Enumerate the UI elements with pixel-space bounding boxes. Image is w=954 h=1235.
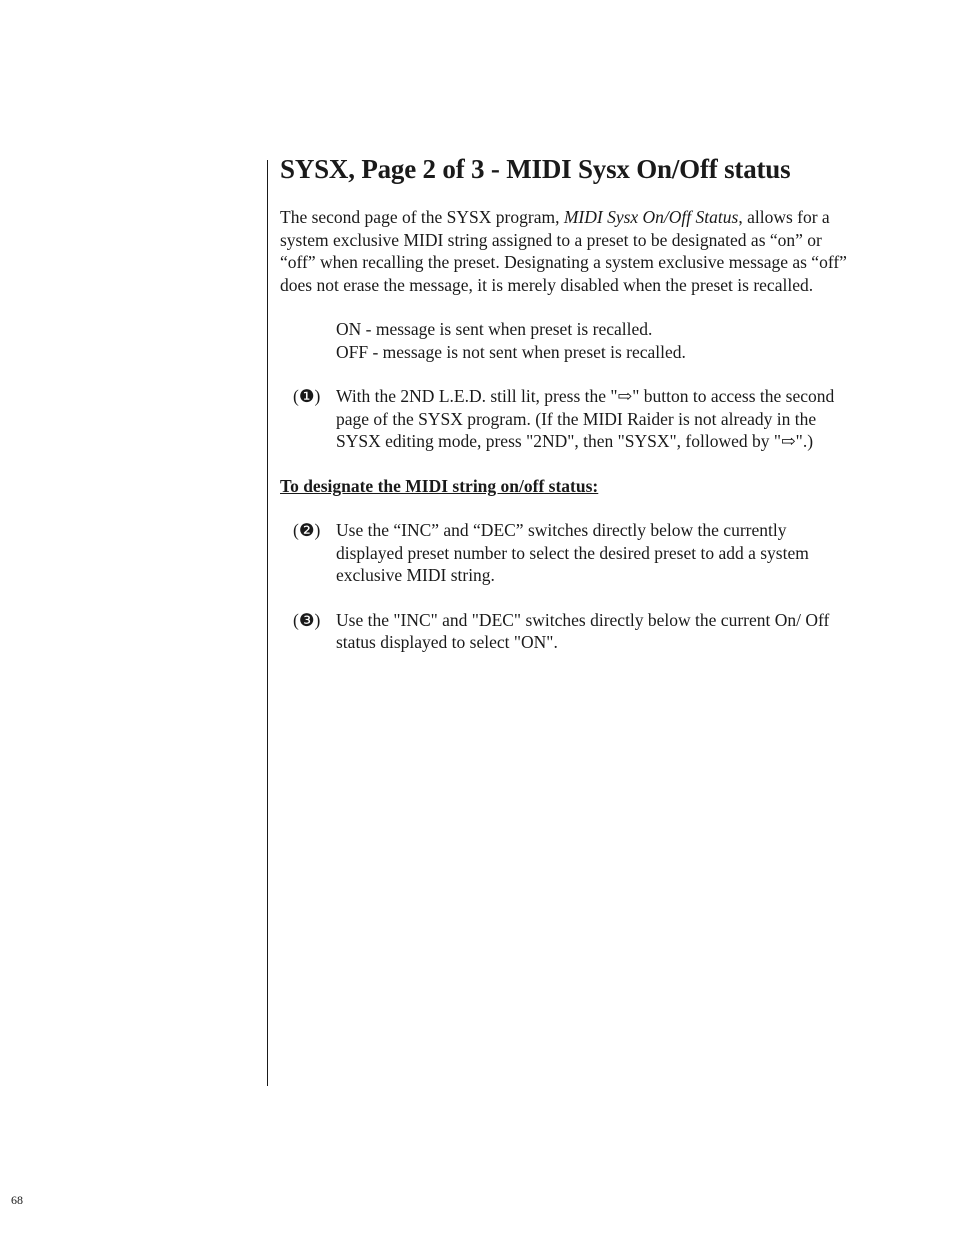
option-off: OFF - message is not sent when preset is recalled. (336, 341, 686, 362)
step-2-text: Use the “INC” and “DEC” switches directly below the currently displayed preset number to select the desired preset to add a system exclusive MIDI string. (336, 520, 809, 585)
section-subheading: To designate the MIDI string on/off status: (280, 475, 599, 496)
page-content (280, 152, 850, 654)
step-2 (280, 519, 850, 587)
step-1 (280, 385, 850, 453)
status-options (280, 318, 850, 363)
step-2-marker: (❷) (293, 520, 321, 540)
step-3-marker: (❸) (293, 609, 321, 630)
intro-italic-term: MIDI Sysx On/Off Status (563, 207, 739, 227)
intro-text-start: The second page of the SYSX program, (280, 207, 564, 227)
step-1-text: With the 2ND L.E.D. still lit, press the "⇨" button to access the second page of the SYSX program. (If the MIDI Raider is not already in the SYSX editing mode, press "2ND", then "SYSX", followed by "⇨".) (336, 386, 835, 451)
margin-rule (267, 160, 268, 1086)
intro-text-rest: , allows for a system exclusive MIDI string assigned to a preset to be designated as “on” or “off” when recalling the preset. Designating a system exclusive message as “off” does not erase the message, it is merely disabled when the preset is recalled. (280, 207, 847, 295)
option-on: ON - message is sent when preset is recalled. (336, 319, 653, 339)
page-number: 68 (11, 1193, 23, 1207)
step-3-text: Use the "INC" and "DEC" switches directly below the current On/ Off status displayed to select "ON". (336, 609, 830, 652)
intro-paragraph (280, 206, 850, 296)
step-3 (280, 609, 850, 654)
step-1-marker: (❶) (293, 386, 321, 406)
page-title: SYSX, Page 2 of 3 - MIDI Sysx On/Off status (280, 154, 791, 184)
